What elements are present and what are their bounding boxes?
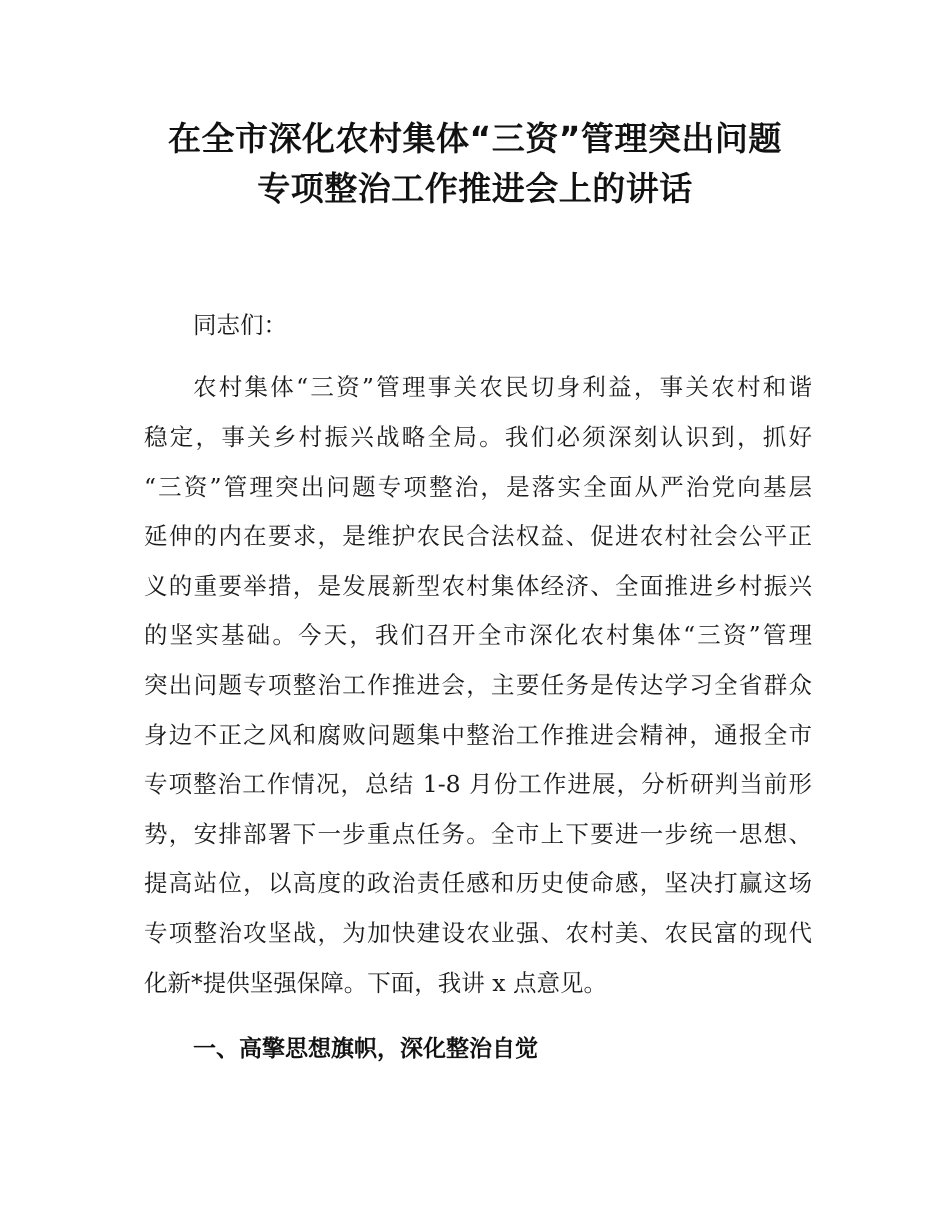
paragraph-line: 专项整治工作情况，总结 1-8 月份工作进展，分析研判当前形 (144, 770, 812, 798)
paragraph-line: 化新*提供坚强保障。下面，我讲 x 点意见。 (144, 969, 607, 997)
section-heading: 一、高擎思想旗帜，深化整治自觉 (193, 1036, 538, 1062)
greeting: 同志们： (193, 311, 287, 339)
paragraph-line: 专项整治攻坚战，为加快建设农业强、农村美、农民富的现代 (144, 919, 812, 947)
paragraph-line: 稳定，事关乡村振兴战略全局。我们必须深刻认识到，抓好 (144, 423, 812, 451)
paragraph-line: 义的重要举措，是发展新型农村集体经济、全面推进乡村振兴 (144, 572, 812, 600)
paragraph-line: 身边不正之风和腐败问题集中整治工作推进会精神，通报全市 (144, 721, 812, 749)
document-title-line-2: 专项整治工作推进会上的讲话 (257, 169, 693, 208)
paragraph-line: 突出问题专项整治工作推进会，主要任务是传达学习全省群众 (144, 671, 812, 699)
paragraph-line: 提高站位，以高度的政治责任感和历史使命感，坚决打赢这场 (144, 869, 812, 897)
paragraph-line: 农村集体“三资”管理事关农民切身利益，事关农村和谐 (193, 373, 812, 401)
paragraph-line: 的坚实基础。今天，我们召开全市深化农村集体“三资”管理 (144, 621, 812, 649)
paragraph-line: “三资”管理突出问题专项整治，是落实全面从严治党向基层 (144, 473, 812, 501)
paragraph-line: 延伸的内在要求，是维护农民合法权益、促进农村社会公平正 (144, 522, 812, 550)
paragraph-line: 势，安排部署下一步重点任务。全市上下要进一步统一思想、 (144, 820, 812, 848)
document-title-line-1: 在全市深化农村集体“三资”管理突出问题 (168, 119, 782, 158)
